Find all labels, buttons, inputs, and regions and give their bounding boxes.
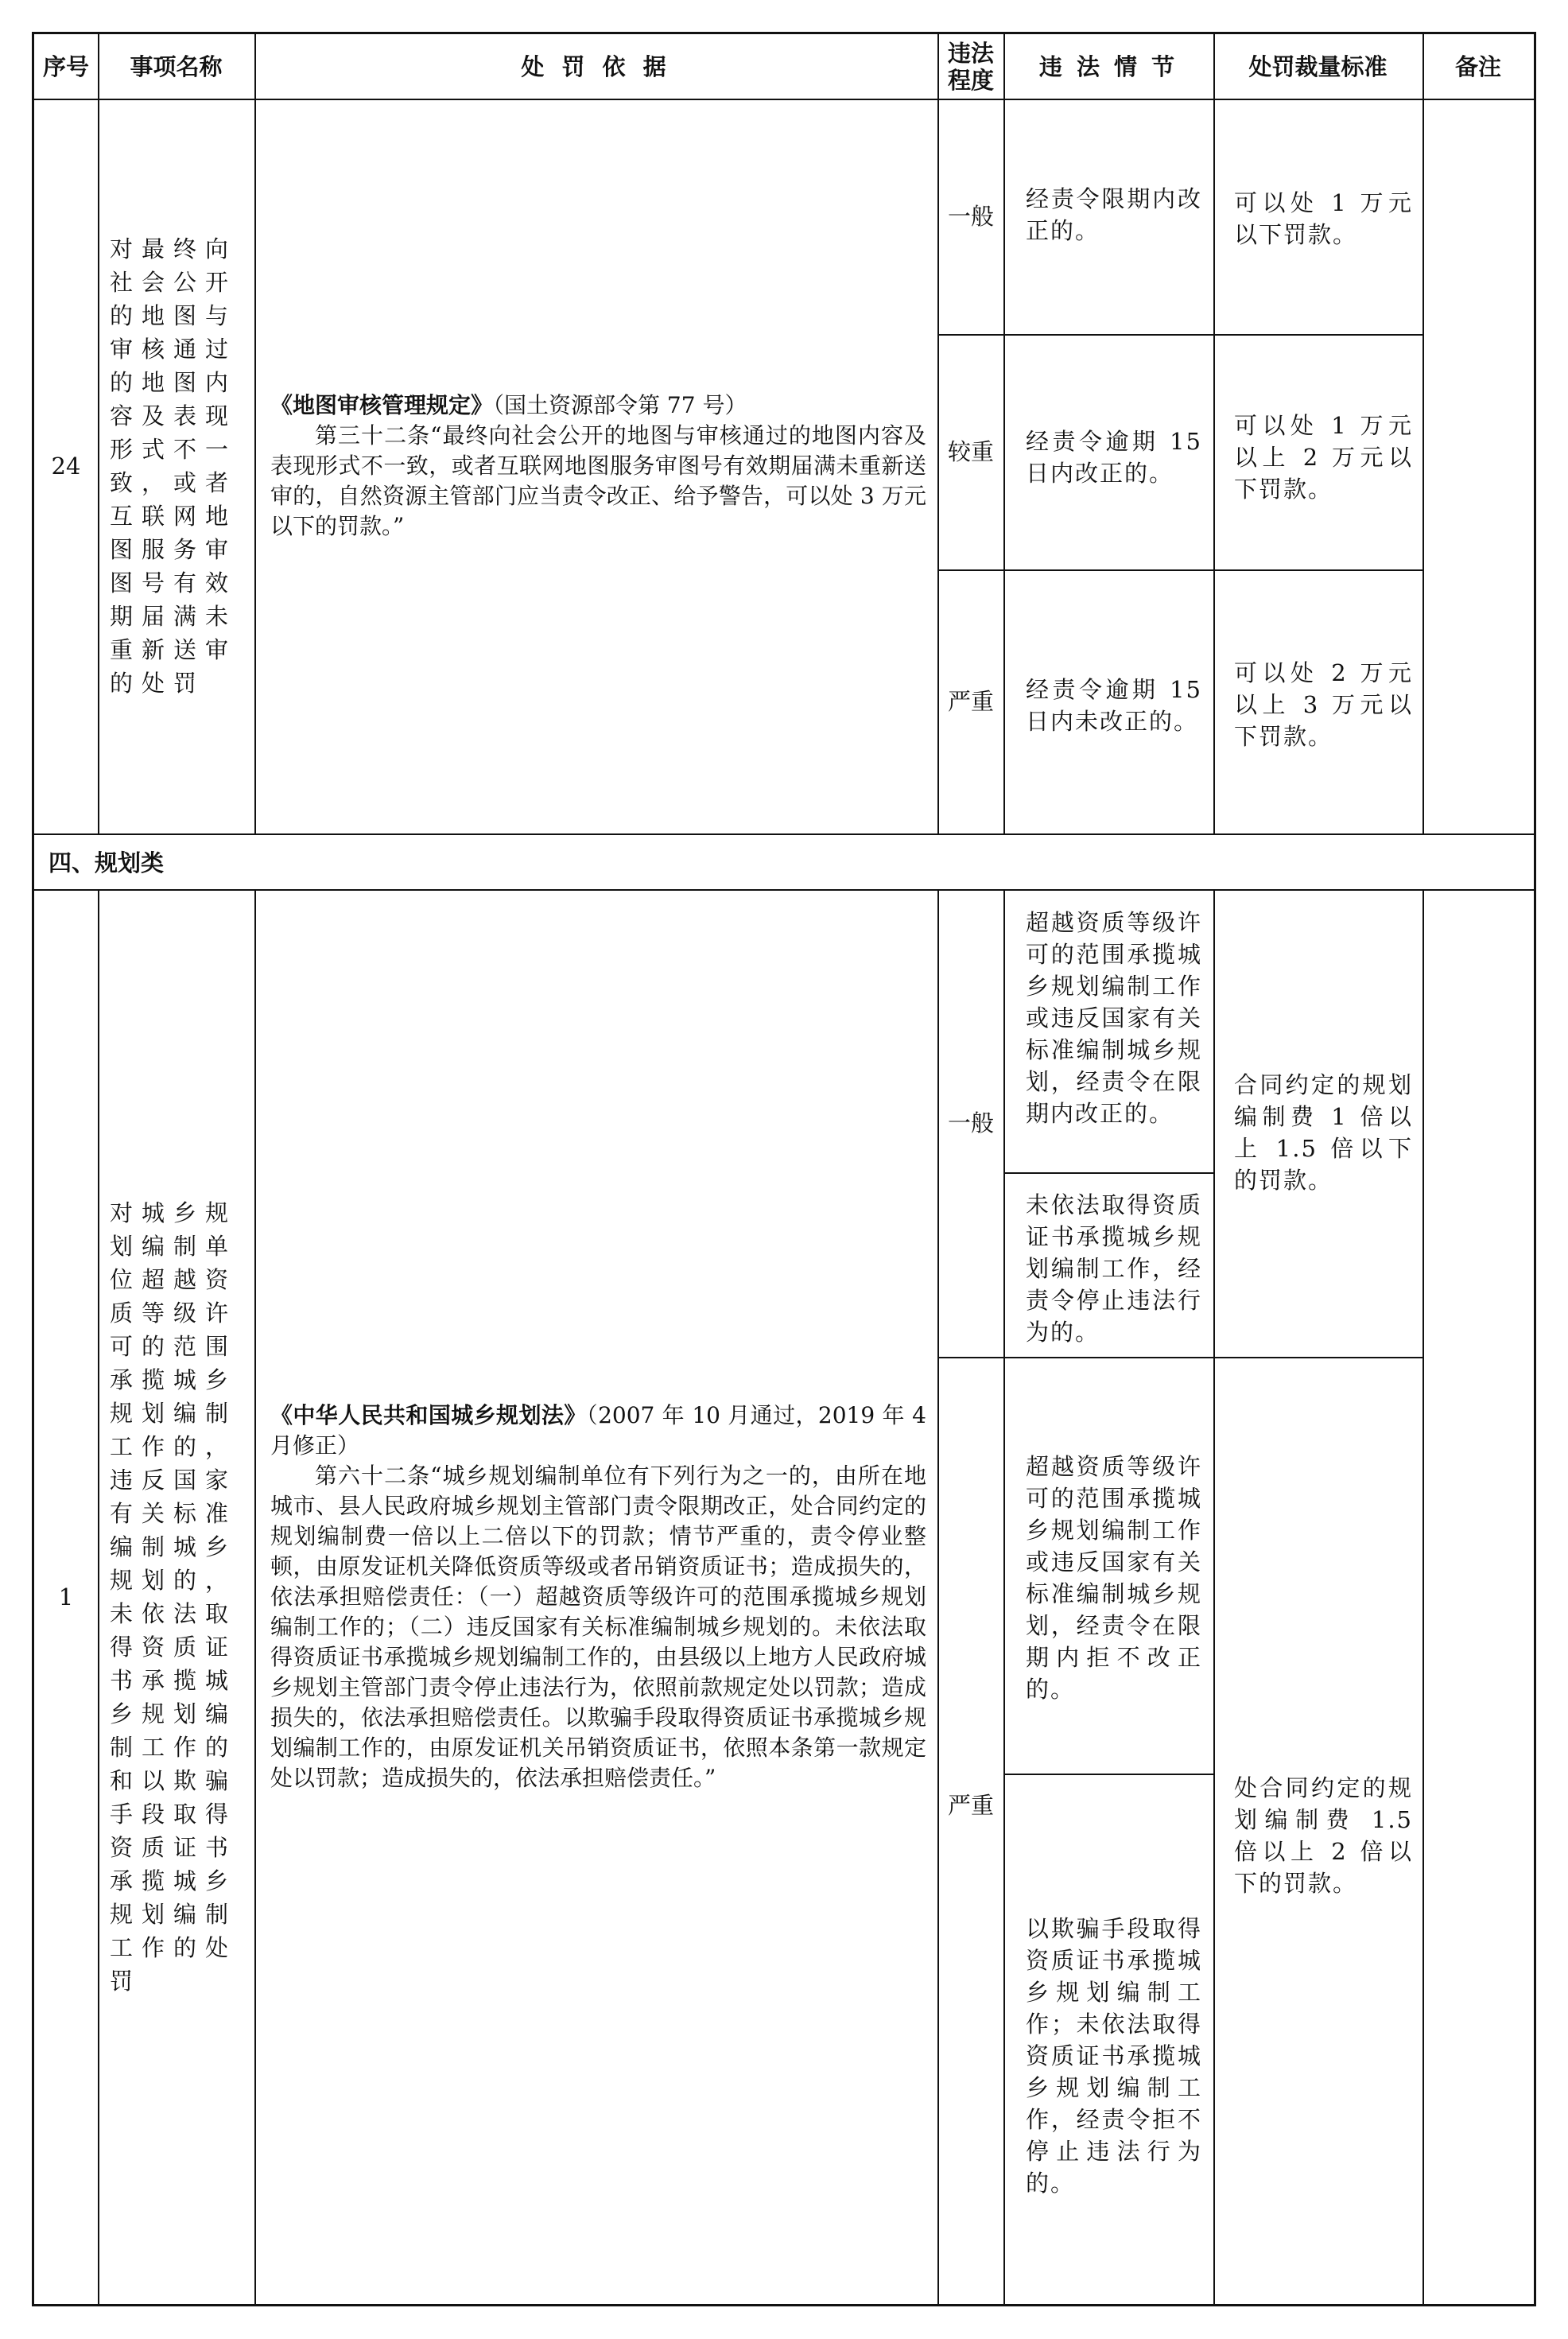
level-divider [937, 334, 1422, 336]
col-divider [1422, 889, 1424, 2304]
row1-standard-general-text: 合同约定的规划编制费 1 倍以上 1.5 倍以下的罚款。 [1234, 1071, 1413, 1194]
row24-standard-serious [1234, 657, 1413, 752]
row24-degree-serious: 严重 [947, 688, 994, 715]
row24-basis-title: 《地图审核管理规定》 [270, 392, 494, 418]
row1-standard-serious [1234, 1772, 1413, 1899]
row1-basis [270, 889, 926, 2304]
row1-standard-general [1234, 1069, 1413, 1196]
row24-standard-general-text: 可以处 1 万元以下罚款。 [1234, 189, 1413, 248]
row24-degree-heavier: 较重 [947, 438, 994, 465]
row24-item-text: 对最终向社会公开的地图与审核通过的地图内容及表现形式不一致，或者互联网地图服务审图号有效期届满未重新送审的处罚 [110, 235, 238, 697]
row1-standard-serious-text: 处合同约定的规划编制费 1.5 倍以上 2 倍以下的罚款。 [1234, 1774, 1413, 1897]
row24-basis-source: （国土资源部令第 77 号） [493, 392, 747, 418]
row1-circumstance-general-a [1026, 907, 1202, 1129]
col-divider [1003, 34, 1005, 833]
row1-circumstance-general-a-text: 超越资质等级许可的范围承揽城乡规划编制工作或违反国家有关标准编制城乡规划，经责令在限期内改正的。 [1026, 909, 1202, 1127]
section-title: 四、规划类 [49, 849, 165, 876]
col-divider [254, 34, 256, 833]
header-circumstance: 违 法 情 节 [1038, 52, 1178, 80]
row24-circumstance-serious [1026, 674, 1202, 737]
col-divider [254, 889, 256, 2304]
row1-item-text: 对城乡规划编制单位超越资质等级许可的范围承揽城乡规划编制工作的，违反国家有关标准编制城乡规划的，未依法取得资质证书承揽城乡规划编制工作的和以欺骗手段取得资质证书承揽城乡规划编制工作的处罚 [110, 1199, 238, 1995]
col-divider [1422, 34, 1424, 833]
row24-basis-text: 第三十二条“最终向社会公开的地图与审核通过的地图内容及表现形式不一致，或者互联网地图服务审图号有效期届满未重新送审的，自然资源主管部门应当责令改正、给予警告，可以处 3 万元以下的罚款。” [270, 422, 926, 539]
header-basis: 处 罚 依 据 [521, 52, 671, 80]
row1-circumstance-general-b-text: 未依法取得资质证书承揽城乡规划编制工作，经责令停止违法行为的。 [1026, 1191, 1202, 1346]
row24-standard-heavier [1234, 410, 1413, 505]
row1-circumstance-serious-b [1026, 1913, 1202, 2199]
header-remark: 备注 [1454, 52, 1501, 80]
col-divider [1213, 889, 1215, 2304]
row1-basis-body [270, 1401, 926, 1793]
row1-basis-title: 《中华人民共和国城乡规划法》 [270, 1401, 587, 1428]
row1-basis-text: 第六十二条“城乡规划编制单位有下列行为之一的，由所在地城市、县人民政府城乡规划主管部门责令限期改正，处合同约定的规划编制费一倍以上二倍以下的罚款；情节严重的，责令停业整顿，由原发证机关降低资质等级或者吊销资质证书；造成损失的，依法承担赔偿责任：（一）超越资质等级许可的范围承揽城乡规划编制工作的；（二）违反国家有关标准编制城乡规划的。未依法取得资质证书承揽城乡规划编制工作的，由县级以上地方人民政府城乡规划主管部门责令停止违法行为，依照前款规定处以罚款；造成损失的，依法承担赔偿责任。以欺骗手段取得资质证书承揽城乡规划编制工作的，由原发证机关吊销资质证书，依照本条第一款规定处以罚款；造成损失的，依法承担赔偿责任。” [270, 1462, 926, 1791]
row1-circumstance-serious-a-text: 超越资质等级许可的范围承揽城乡规划编制工作或违反国家有关标准编制城乡规划，经责令在限期内拒不改正的。 [1026, 1453, 1202, 1703]
row24-circumstance-general [1026, 183, 1202, 247]
circumstance-divider [1003, 1172, 1213, 1174]
level-divider [937, 1357, 1422, 1358]
row24-standard-serious-text: 可以处 2 万元以上 3 万元以下罚款。 [1234, 659, 1413, 750]
row1-degree-general: 一般 [947, 1109, 994, 1136]
col-divider [1213, 34, 1215, 833]
row24-standard-heavier-text: 可以处 1 万元以上 2 万元以下罚款。 [1234, 412, 1413, 503]
header-standard: 处罚裁量标准 [1248, 52, 1388, 80]
row1-circumstance-general-b [1026, 1189, 1202, 1348]
header-degree: 违法程度 [947, 39, 994, 94]
row24-degree-general: 一般 [947, 203, 994, 230]
row1-basis-source: （2007 年 10 月通过，2019 年 4 月修正） [270, 1401, 926, 1459]
row1-degree-serious: 严重 [947, 1792, 994, 1819]
row24-circumstance-serious-text: 经责令逾期 15 日内未改正的。 [1026, 676, 1202, 735]
circumstance-divider [1003, 1774, 1213, 1775]
header-seq: 序号 [42, 52, 89, 80]
col-divider [98, 34, 99, 833]
row24-basis [270, 99, 926, 833]
col-divider [98, 889, 99, 2304]
row24-circumstance-general-text: 经责令限期内改正的。 [1026, 185, 1202, 244]
row1-circumstance-serious-a [1026, 1451, 1202, 1705]
row24-circumstance-heavier [1026, 425, 1202, 489]
row1-item [110, 889, 243, 2304]
row24-basis-body [270, 390, 926, 542]
row24-circumstance-heavier-text: 经责令逾期 15 日内改正的。 [1026, 428, 1202, 487]
row24-seq: 24 [51, 453, 81, 480]
row24-item [110, 99, 243, 833]
row1-seq: 1 [58, 1583, 74, 1610]
level-divider [937, 569, 1422, 571]
header-item: 事项名称 [130, 52, 223, 80]
col-divider [1003, 889, 1005, 2304]
row24-standard-general [1234, 187, 1413, 251]
row1-circumstance-serious-b-text: 以欺骗手段取得资质证书承揽城乡规划编制工作；未依法取得资质证书承揽城乡规划编制工作，经责令拒不停止违法行为的。 [1026, 1915, 1202, 2197]
